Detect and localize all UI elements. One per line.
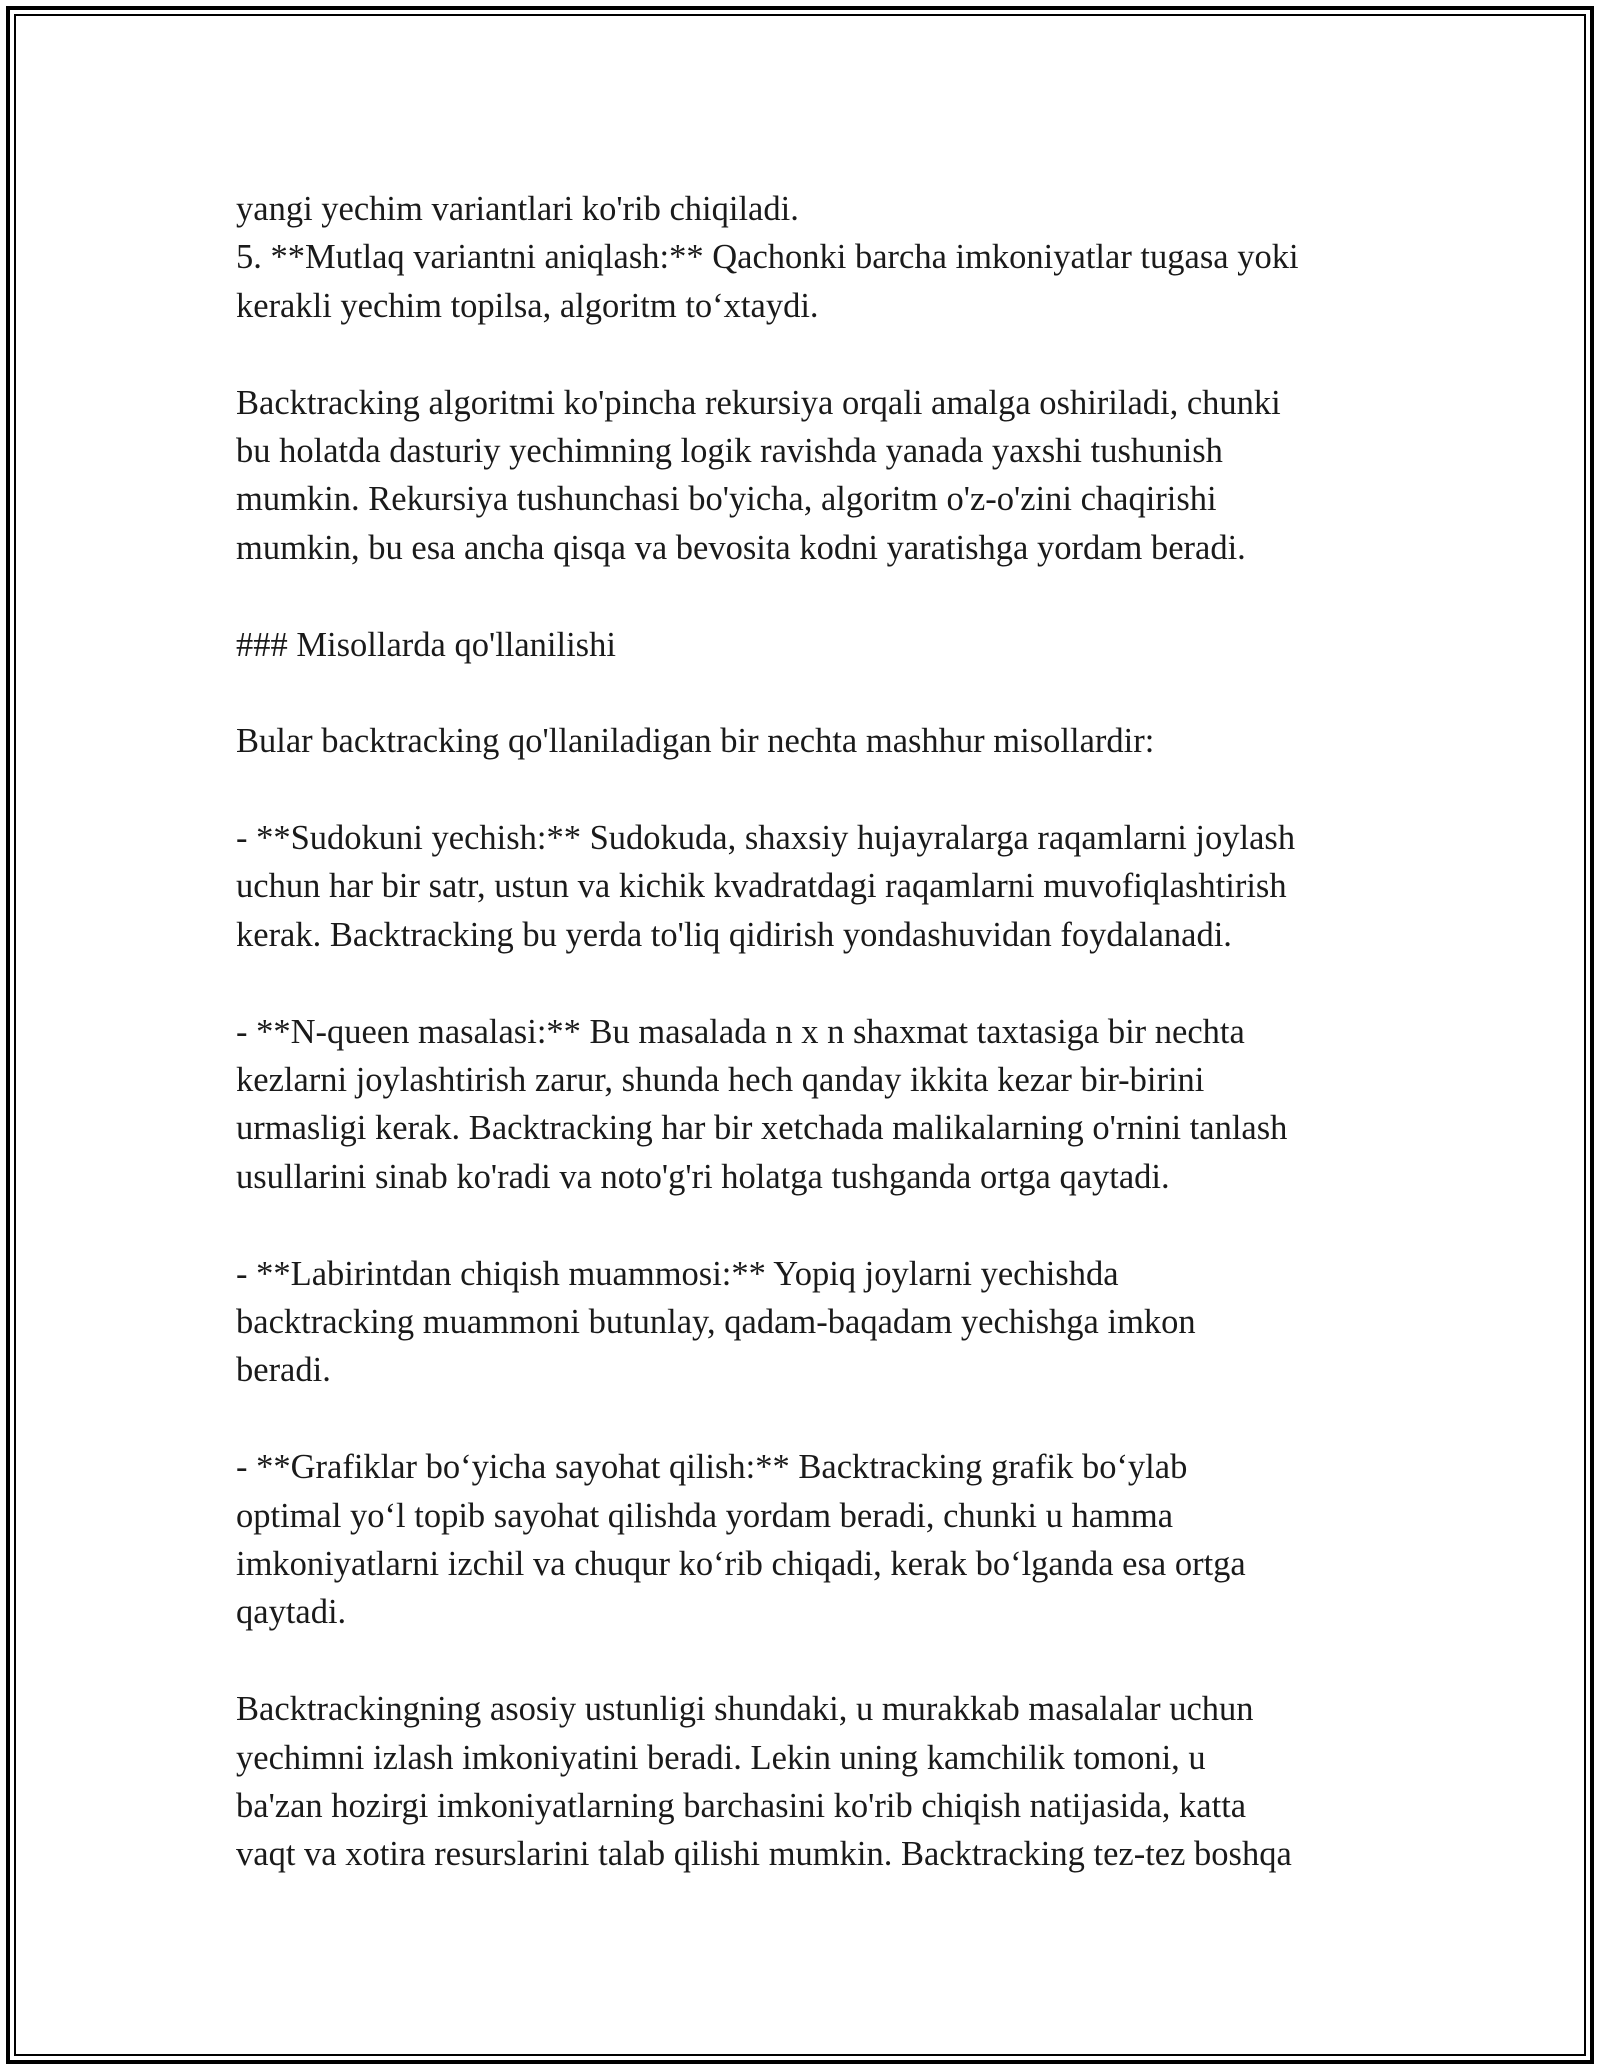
text-line: qaytadi. <box>236 1593 347 1632</box>
list-item-graph-traversal <box>236 1443 1366 1637</box>
text-line: - **N-queen masalasi:** Bu masalada n x n shaxmat taxtasiga bir nechta <box>236 1012 1245 1051</box>
section-heading <box>236 621 1366 669</box>
document-body <box>236 185 1366 1879</box>
text-line: uchun har bir satr, ustun va kichik kvadratdagi raqamlarni muvofiqlashtirish <box>236 867 1287 906</box>
text-line: Backtracking algoritmi ko'pincha rekursiya orqali amalga oshiriladi, chunki <box>236 383 1281 422</box>
text-line: Backtrackingning asosiy ustunligi shundaki, u murakkab masalalar uchun <box>236 1690 1254 1729</box>
text-line: bu holatda dasturiy yechimning logik ravishda yanada yaxshi tushunish <box>236 431 1223 470</box>
text-line: vaqt va xotira resurslarini talab qilishi mumkin. Backtracking tez-tez boshqa <box>236 1835 1292 1874</box>
text-line: backtracking muammoni butunlay, qadam-baqadam yechishga imkon <box>236 1302 1196 1341</box>
text-line: yangi yechim variantlari ko'rib chiqiladi. <box>236 190 799 228</box>
text-line: kezlarni joylashtirish zarur, shunda hech qanday ikkita kezar bir-birini <box>236 1061 1205 1100</box>
text-line: mumkin, bu esa ancha qisqa va bevosita kodni yaratishga yordam beradi. <box>236 528 1246 567</box>
text-line: usullarini sinab ko'radi va noto'g'ri holatga tushganda ortga qaytadi. <box>236 1157 1170 1196</box>
text-line: optimal yo‘l topib sayohat qilishda yordam beradi, chunki u hamma <box>236 1496 1174 1535</box>
paragraph-gap <box>236 766 1366 814</box>
text-line: - **Labirintdan chiqish muammosi:** Yopiq joylarni yechishda <box>236 1254 1119 1293</box>
paragraph-gap <box>236 572 1366 620</box>
heading-line: ### Misollarda qo'llanilishi <box>236 625 616 664</box>
text-line: Bular backtracking qo'llaniladigan bir nechta mashhur misollardir: <box>236 722 1155 761</box>
paragraph-gap <box>236 959 1366 1007</box>
paragraph-gap <box>236 1395 1366 1443</box>
list-item-maze <box>236 1250 1366 1395</box>
text-line: imkoniyatlarni izchil va chuqur ko‘rib chiqadi, kerak bo‘lganda esa ortga <box>236 1544 1246 1583</box>
text-line: urmasligi kerak. Backtracking har bir xetchada malikalarning o'rnini tanlash <box>236 1109 1288 1148</box>
list-item-sudoku <box>236 814 1366 959</box>
text-line: - **Sudokuni yechish:** Sudokuda, shaxsiy hujayralarga raqamlarni joylash <box>236 819 1296 858</box>
paragraph-gap <box>236 330 1366 378</box>
paragraph-gap <box>236 1637 1366 1685</box>
paragraph-gap <box>236 1201 1366 1249</box>
paragraph-advantages <box>236 1685 1366 1879</box>
text-line: yechimni izlash imkoniyatini beradi. Lekin uning kamchilik tomoni, u <box>236 1738 1206 1777</box>
paragraph-intro <box>236 717 1366 765</box>
text-line: kerak. Backtracking bu yerda to'liq qidirish yondashuvidan foydalanadi. <box>236 915 1232 954</box>
text-line: kerakli yechim topilsa, algoritm to‘xtaydi. <box>236 286 819 325</box>
paragraph-step-continuation <box>236 185 1366 330</box>
text-line: beradi. <box>236 1351 331 1390</box>
text-line: 5. **Mutlaq variantni aniqlash:** Qachonki barcha imkoniyatlar tugasa yoki <box>236 238 1299 277</box>
paragraph-recursion <box>236 379 1366 573</box>
text-line: mumkin. Rekursiya tushunchasi bo'yicha, algoritm o'z-o'zini chaqirishi <box>236 480 1217 519</box>
text-line: - **Grafiklar bo‘yicha sayohat qilish:** Backtracking grafik bo‘ylab <box>236 1448 1188 1487</box>
paragraph-gap <box>236 669 1366 717</box>
text-line: ba'zan hozirgi imkoniyatlarning barchasini ko'rib chiqish natijasida, katta <box>236 1786 1247 1825</box>
list-item-n-queen <box>236 1008 1366 1202</box>
